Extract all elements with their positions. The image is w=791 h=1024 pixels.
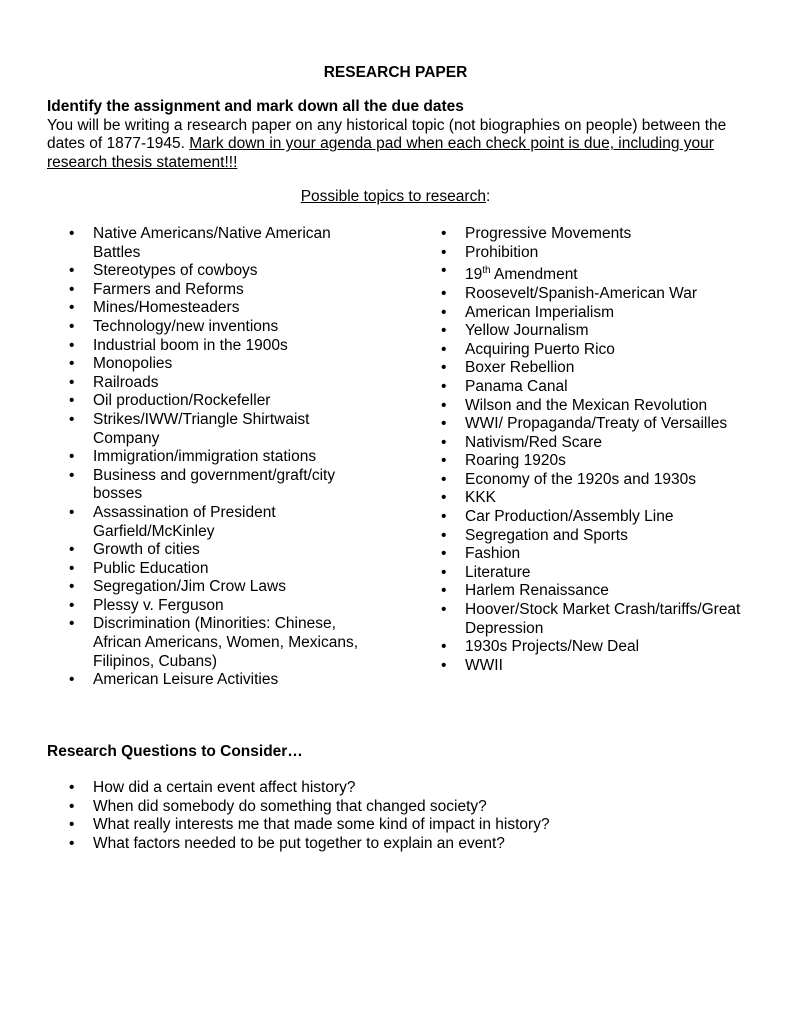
bullet-icon: •: [69, 559, 75, 577]
question-item-text: When did somebody do something that changed society?: [93, 797, 487, 815]
topic-item: [419, 359, 759, 378]
topic-item: [419, 322, 759, 341]
topic-item: [47, 411, 377, 448]
topic-item-text: Farmers and Reforms: [93, 280, 244, 298]
topic-item: [419, 378, 759, 397]
question-item-text: What factors needed to be put together to explain an event?: [93, 834, 505, 852]
topic-item: [47, 448, 377, 467]
topics-list-left: [47, 225, 377, 690]
topic-item-text: Segregation and Sports: [465, 526, 628, 544]
bullet-icon: •: [441, 303, 447, 321]
bullet-icon: •: [441, 656, 447, 674]
topic-item: [47, 578, 377, 597]
topic-item: [419, 341, 759, 360]
topic-item-text: WWII: [465, 656, 503, 674]
question-item-text: What really interests me that made some kind of impact in history?: [93, 816, 550, 834]
topic-item: [47, 337, 377, 356]
topic-item-text: Roosevelt/Spanish-American War: [465, 284, 698, 302]
topic-item-text: Panama Canal: [465, 377, 568, 395]
bullet-icon: •: [69, 578, 75, 596]
bullet-icon: •: [69, 317, 75, 335]
topic-item: [47, 318, 377, 337]
bullet-icon: •: [69, 541, 75, 559]
topic-item-text: KKK: [465, 489, 497, 507]
topic-item: [47, 467, 377, 504]
research-questions-heading: Research Questions to Consider…: [47, 743, 303, 760]
topic-item-text: 19th Amendment: [465, 265, 578, 284]
research-questions-list: [47, 779, 747, 853]
bullet-icon: •: [441, 489, 447, 507]
topic-item: [47, 541, 377, 560]
topic-item: [419, 638, 759, 657]
bullet-icon: •: [441, 284, 447, 302]
topic-item: [47, 615, 377, 671]
topic-item-text: Boxer Rebellion: [465, 359, 575, 377]
topic-item: [419, 657, 759, 676]
assignment-text: You will be writing a research paper on any historical topic (not biographies on people) between the dates of 1877-1945.: [47, 116, 727, 153]
bullet-icon: •: [69, 797, 75, 815]
bullet-icon: •: [441, 415, 447, 433]
page-title: RESEARCH PAPER: [323, 64, 468, 81]
bullet-icon: •: [69, 336, 75, 354]
bullet-icon: •: [69, 615, 75, 633]
topic-item-text: Hoover/Stock Market Crash/tariffs/Great Depression: [465, 601, 741, 637]
topic-item: [419, 262, 759, 285]
topic-item-text: Prohibition: [465, 243, 539, 261]
bullet-icon: •: [441, 545, 447, 563]
topic-item: [47, 299, 377, 318]
bullet-icon: •: [441, 582, 447, 600]
topic-item: [419, 397, 759, 416]
topic-item-text: American Leisure Activities: [93, 671, 279, 689]
bullet-icon: •: [441, 470, 447, 488]
topic-item: [47, 392, 377, 411]
topic-item: [47, 225, 377, 262]
topic-item: [47, 374, 377, 393]
topic-item: [419, 508, 759, 527]
bullet-icon: •: [69, 816, 75, 834]
bullet-icon: •: [441, 359, 447, 377]
topic-item-text: 1930s Projects/New Deal: [465, 638, 640, 656]
topic-item-text: Assassination of President Garfield/McKinley: [93, 503, 276, 540]
topic-item-text: Industrial boom in the 1900s: [93, 336, 288, 354]
bullet-icon: •: [69, 355, 75, 373]
bullet-icon: •: [441, 243, 447, 261]
topic-item-text: Acquiring Puerto Rico: [465, 340, 615, 358]
topic-item: [419, 545, 759, 564]
topic-item: [47, 355, 377, 374]
topic-item-text: Railroads: [93, 373, 159, 391]
topic-item: [47, 560, 377, 579]
bullet-icon: •: [69, 392, 75, 410]
topics-label: Possible topics to research: [300, 188, 486, 205]
bullet-icon: •: [69, 299, 75, 317]
bullet-icon: •: [441, 396, 447, 414]
topic-item-text: Native Americans/Native American Battles: [93, 225, 331, 261]
topic-item-text: Monopolies: [93, 355, 173, 373]
topic-item: [419, 244, 759, 263]
topic-item-text: Growth of cities: [93, 541, 200, 559]
bullet-icon: •: [441, 322, 447, 340]
bullet-icon: •: [69, 280, 75, 298]
assignment-intro: [47, 98, 747, 172]
topic-item: [419, 285, 759, 304]
assignment-underlined-note: Mark down in your agenda pad when each check point is due, including your research thesis statement!!!: [47, 135, 714, 171]
topic-item-text: American Imperialism: [465, 303, 615, 321]
topic-item-text: Strikes/IWW/Triangle Shirtwaist Company: [93, 410, 310, 447]
topic-item-text: Technology/new inventions: [93, 317, 279, 335]
bullet-icon: •: [441, 262, 447, 280]
topic-item: [419, 582, 759, 601]
bullet-icon: •: [69, 373, 75, 391]
bullet-icon: •: [441, 377, 447, 395]
topic-item: [47, 281, 377, 300]
topic-item-text: Car Production/Assembly Line: [465, 508, 674, 526]
bullet-icon: •: [69, 596, 75, 614]
topic-item-text: Business and government/graft/city bosses: [93, 466, 336, 503]
topic-item-text: Harlem Renaissance: [465, 582, 609, 600]
topic-item: [47, 262, 377, 281]
bullet-icon: •: [69, 225, 75, 242]
topic-item: [47, 671, 377, 690]
topic-item-text: Segregation/Jim Crow Laws: [93, 578, 286, 596]
bullet-icon: •: [441, 601, 447, 619]
question-item: [47, 798, 747, 817]
bullet-icon: •: [441, 526, 447, 544]
topics-colon: :: [485, 188, 491, 205]
topic-item-text: Wilson and the Mexican Revolution: [465, 396, 708, 414]
bullet-icon: •: [441, 638, 447, 656]
bullet-icon: •: [69, 262, 75, 280]
bullet-icon: •: [69, 779, 75, 796]
topic-item-text: Yellow Journalism: [465, 322, 589, 340]
topic-item-text: Plessy v. Ferguson: [93, 596, 224, 614]
topic-item-text: Roaring 1920s: [465, 452, 566, 470]
topic-item-text: Progressive Movements: [465, 225, 632, 242]
topic-item-text: Public Education: [93, 559, 209, 577]
bullet-icon: •: [69, 503, 75, 521]
topic-item-text: Discrimination (Minorities: Chinese, African Americans, Women, Mexicans, Filipinos, Cubans): [93, 615, 359, 670]
topic-item-text: Fashion: [465, 545, 521, 563]
question-item-text: How did a certain event affect history?: [93, 779, 356, 796]
topic-item-text: Economy of the 1920s and 1930s: [465, 470, 696, 488]
topic-item-text: Oil production/Rockefeller: [93, 392, 271, 410]
bullet-icon: •: [441, 340, 447, 358]
bullet-icon: •: [441, 452, 447, 470]
bullet-icon: •: [69, 410, 75, 428]
topic-item: [47, 504, 377, 541]
question-item: [47, 816, 747, 835]
bullet-icon: •: [69, 671, 75, 689]
bullet-icon: •: [441, 508, 447, 526]
topic-item: [419, 564, 759, 583]
bullet-icon: •: [441, 563, 447, 581]
bullet-icon: •: [69, 448, 75, 466]
topic-item: [419, 434, 759, 453]
assignment-heading: Identify the assignment and mark down all the due dates: [47, 98, 464, 115]
bullet-icon: •: [69, 834, 75, 852]
bullet-icon: •: [441, 433, 447, 451]
topic-item: [419, 601, 759, 638]
topic-item: [419, 527, 759, 546]
topic-item: [419, 304, 759, 323]
topic-item: [47, 597, 377, 616]
topic-item-text: WWI/ Propaganda/Treaty of Versailles: [465, 415, 728, 433]
topic-item: [419, 452, 759, 471]
topic-item: [419, 489, 759, 508]
topics-heading: [0, 188, 791, 206]
topics-list-right: [419, 225, 759, 675]
topic-item-text: Stereotypes of cowboys: [93, 262, 258, 280]
topic-item: [419, 415, 759, 434]
topic-item-text: Immigration/immigration stations: [93, 448, 317, 466]
topic-item-text: Literature: [465, 563, 531, 581]
bullet-icon: •: [441, 225, 447, 242]
topic-item: [419, 471, 759, 490]
bullet-icon: •: [69, 466, 75, 484]
topic-item-text: Mines/Homesteaders: [93, 299, 240, 317]
question-item: [47, 779, 747, 798]
topic-item: [419, 225, 759, 244]
question-item: [47, 835, 747, 854]
topic-item-text: Nativism/Red Scare: [465, 433, 602, 451]
